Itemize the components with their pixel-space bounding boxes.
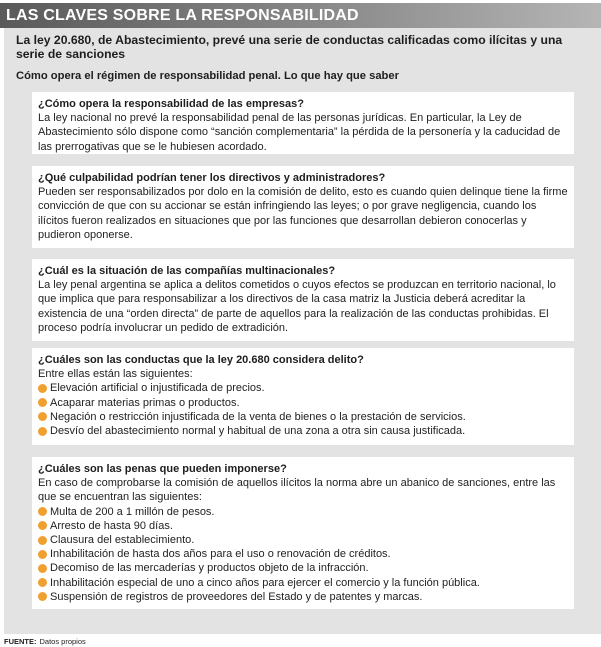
list-item: Inhabilitación especial de uno a cinco años para ejercer el comercio y la función pública. [38,576,568,590]
card-question: ¿Qué culpabilidad podrían tener los directivos y administradores? [38,172,386,184]
list-item: Acaparar materias primas o productos. [38,396,568,410]
bullet-dot-icon [38,521,47,530]
card-question: ¿Cuáles son las conductas que la ley 20.680 considera delito? [38,354,364,366]
source-text: Datos propios [39,637,86,646]
subtitle: La ley 20.680, de Abastecimiento, prevé una serie de conductas calificadas como ilícitas y una serie de sanciones [16,33,563,61]
bullet-dot-icon [38,592,47,601]
list-item: Clausura del establecimiento. [38,533,568,547]
bullet-dot-icon [38,550,47,559]
list-item: Desvío del abastecimiento normal y habitual de una zona a otra sin causa justificada. [38,424,568,438]
card-penas [32,457,574,609]
card-empresas [32,92,574,154]
card-question: ¿Cuáles son las penas que pueden imponerse? [38,463,287,475]
list-item: Multa de 200 a 1 millón de pesos. [38,505,568,519]
infographic-title: LAS CLAVES SOBRE LA RESPONSABILIDAD [0,3,601,28]
bullet-dot-icon [38,398,47,407]
penas-list [38,505,568,604]
card-question: ¿Cuál es la situación de las compañías multinacionales? [38,265,336,277]
list-item: Suspensión de registros de proveedores del Estado y de patentes y marcas. [38,590,568,604]
intro-heading: Cómo opera el régimen de responsabilidad penal. Lo que hay que saber [16,70,399,82]
list-item: Negación o restricción injustificada de la venta de bienes o la prestación de servicios. [38,410,568,424]
card-answer: La ley penal argentina se aplica a delitos cometidos o cuyos efectos se produzcan en territorio nacional, lo que implica que para responsabilizar a los directivos de la casa matriz la Justicia deberá acreditar la existencia de una “orden directa” de parte de aquellos para la realización de las conductas prohibidas. El proceso podría involucrar un pedido de extradición. [38,279,556,334]
card-question: ¿Cómo opera la responsabilidad de las empresas? [38,98,304,110]
bullet-dot-icon [38,507,47,516]
bullet-dot-icon [38,427,47,436]
card-conductas [32,348,574,445]
bullet-dot-icon [38,564,47,573]
bullet-dot-icon [38,578,47,587]
card-directivos [32,166,574,248]
source-credit [4,637,86,646]
list-item: Inhabilitación de hasta dos años para el uso o renovación de créditos. [38,547,568,561]
conductas-list [38,381,568,438]
list-item: Elevación artificial o injustificada de precios. [38,381,568,395]
card-answer: En caso de comprobarse la comisión de aquellos ilícitos la norma abre un abanico de sanciones, entre las que se encuentran las siguientes: [38,477,556,504]
list-item: Decomiso de las mercaderías y productos objeto de la infracción. [38,561,568,575]
card-answer: La ley nacional no prevé la responsabilidad penal de las personas jurídicas. En particular, la Ley de Abastecimiento sólo dispone como “sanción complementaria” la pérdida de la personería y la caducidad de las prerrogativas que se le hubiesen acordado. [38,112,561,153]
list-item: Arresto de hasta 90 días. [38,519,568,533]
bullet-dot-icon [38,384,47,393]
bullet-dot-icon [38,536,47,545]
source-label: FUENTE: [4,637,37,646]
bullet-dot-icon [38,412,47,421]
card-answer: Pueden ser responsabilizados por dolo en la comisión de delito, esto es cuando quien delinque tiene la firme convicción de que con su accionar se están infringiendo las leyes; o por grave negligencia, cuando los ilícitos fueron realizados en situaciones que por las funciones que desarrollan debieron conocerlas y pudieron oponerse. [38,186,568,241]
card-multinacionales [32,259,574,341]
card-answer: Entre ellas están las siguientes: [38,368,193,381]
